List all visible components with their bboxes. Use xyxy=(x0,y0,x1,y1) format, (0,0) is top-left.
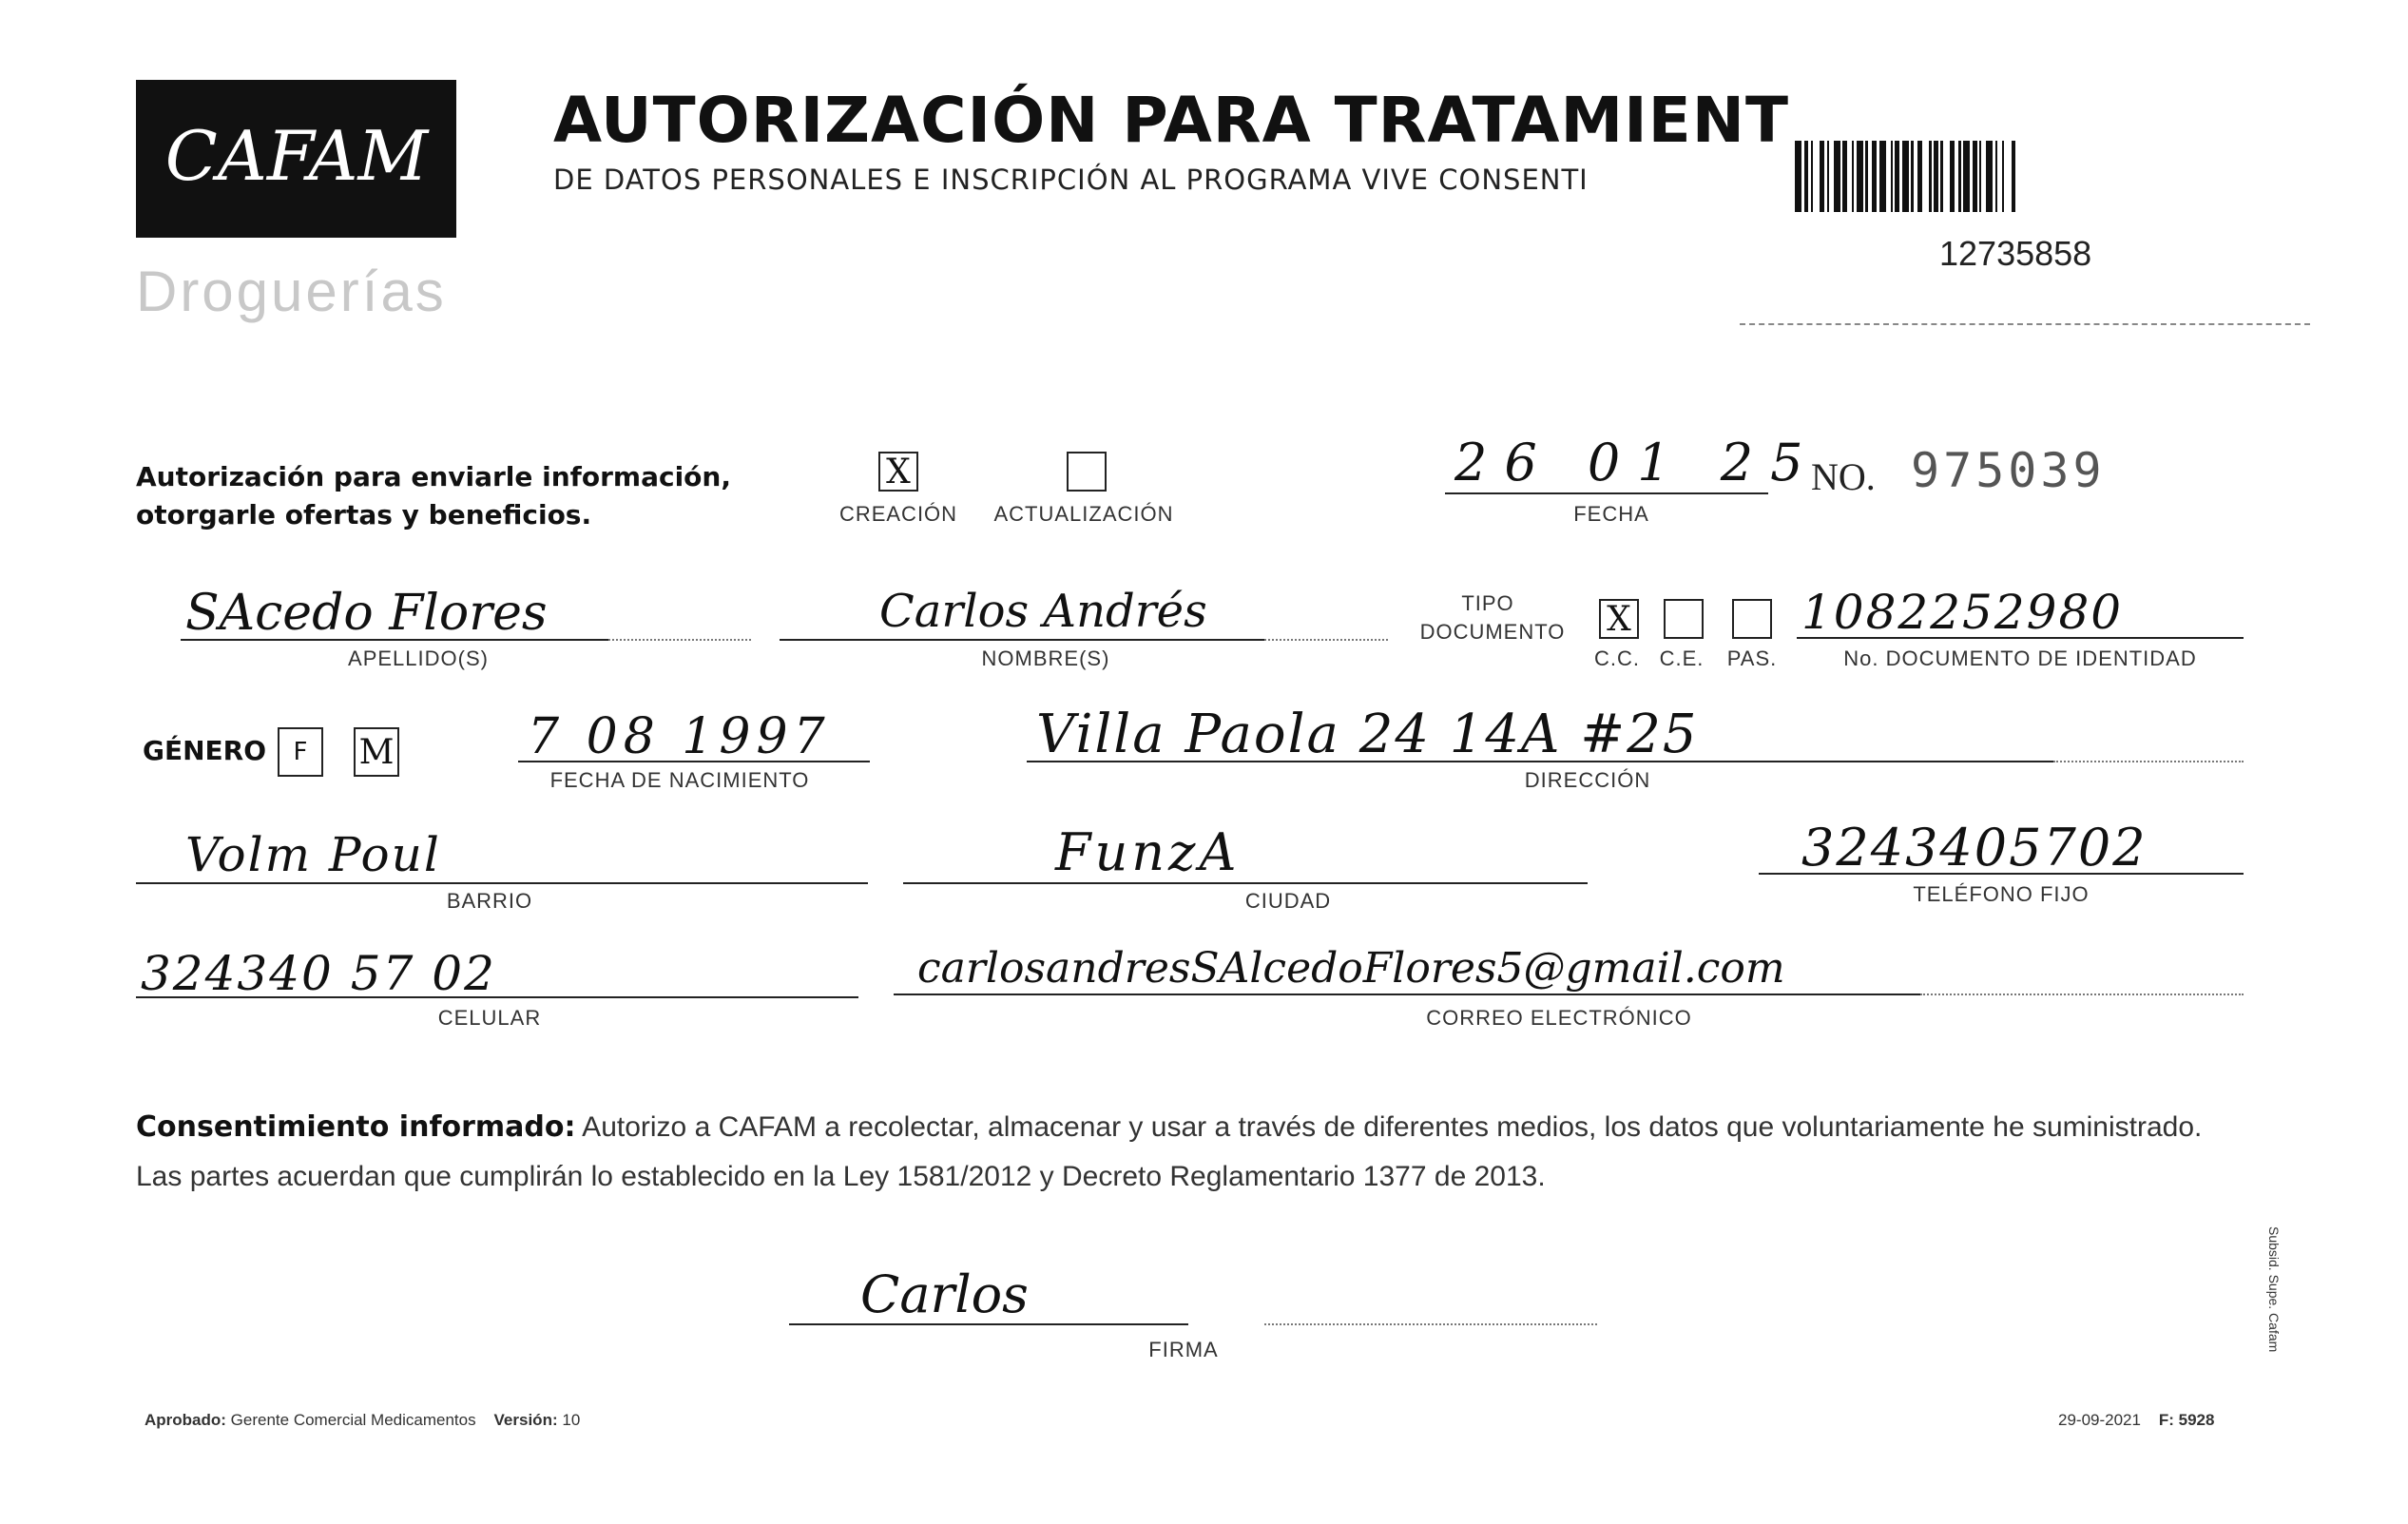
footer-date-code xyxy=(2058,1411,2214,1430)
documento-label: No. DOCUMENTO DE IDENTIDAD xyxy=(1843,646,2197,670)
barrio-line xyxy=(136,882,868,884)
genero-f-box[interactable]: F xyxy=(278,727,323,777)
barcode-bar xyxy=(1963,141,1970,212)
barcode-bar xyxy=(1813,141,1820,212)
direccion-dotted xyxy=(2053,761,2244,762)
fecha-label: FECHA xyxy=(1573,502,1649,526)
footer-code: F: 5928 xyxy=(2158,1411,2215,1429)
ce-label: C.E. xyxy=(1659,646,1705,670)
authorization-text-1: Autorización para enviarle información, xyxy=(136,461,731,492)
signature-value[interactable]: Carlos xyxy=(860,1264,1029,1324)
documento-line xyxy=(1797,637,2244,639)
fecha-value[interactable]: 26 01 25 xyxy=(1454,433,1820,492)
telefono-value[interactable]: 3243405702 xyxy=(1801,818,2148,878)
nombres-dotted xyxy=(1264,639,1388,641)
signature-label: FIRMA xyxy=(1148,1338,1219,1361)
correo-value[interactable]: carlosandresSAlcedoFlores5@gmail.com xyxy=(917,944,1785,993)
documento-value[interactable]: 1082252980 xyxy=(1801,585,2124,640)
barcode xyxy=(1795,141,2194,212)
nacimiento-value[interactable]: 7 08 1997 xyxy=(528,708,831,765)
barcode-bar xyxy=(1922,141,1929,212)
actualizacion-label: ACTUALIZACIÓN xyxy=(993,502,1174,526)
celular-line xyxy=(136,996,858,998)
barcode-bar xyxy=(1857,141,1863,212)
side-text: Subsid. Supe. Cafam xyxy=(2266,1226,2282,1353)
consent-text-1: Autorizo a CAFAM a recolectar, almacenar y usar a través de diferentes medios, los datos que voluntariamente he suministrado. xyxy=(575,1111,2203,1143)
tipo-label-1: TIPO xyxy=(1461,591,1514,615)
barrio-value[interactable]: Volm Poul xyxy=(185,827,441,882)
direccion-line xyxy=(1027,761,2053,762)
correo-label: CORREO ELECTRÓNICO xyxy=(1426,1006,1692,1030)
direccion-value[interactable]: Villa Paola 24 14A #25 xyxy=(1036,704,1699,765)
correo-line xyxy=(894,993,1920,995)
footer-approval xyxy=(144,1411,580,1430)
ce-checkbox[interactable] xyxy=(1664,599,1704,639)
tipo-label-2: DOCUMENTO xyxy=(1419,620,1566,644)
no-value: 975039 xyxy=(1911,443,2106,498)
barcode-bar xyxy=(1986,141,1993,212)
barcode-bar xyxy=(1795,141,1801,212)
barcode-bar xyxy=(1902,141,1909,212)
actualizacion-checkbox[interactable] xyxy=(1067,452,1107,492)
celular-value[interactable]: 324340 57 02 xyxy=(141,946,496,1001)
form-subtitle: DE DATOS PERSONALES E INSCRIPCIÓN AL PROGRAMA VIVE CONSENTI xyxy=(553,164,1589,196)
form-title: AUTORIZACIÓN PARA TRATAMIENT xyxy=(553,84,1790,157)
barcode-bar xyxy=(2015,141,2017,212)
fecha-line xyxy=(1445,492,1768,494)
direccion-label: DIRECCIÓN xyxy=(1524,768,1651,792)
apellidos-label: APELLIDO(S) xyxy=(348,646,489,670)
telefono-line xyxy=(1759,873,2244,875)
consent-block xyxy=(136,1103,2256,1202)
cafam-logo xyxy=(136,80,456,238)
nacimiento-line xyxy=(518,761,870,762)
version-value: 10 xyxy=(562,1411,581,1429)
ciudad-label: CIUDAD xyxy=(1244,889,1332,913)
logo-text: CAFAM xyxy=(164,116,428,196)
barrio-label: BARRIO xyxy=(446,889,533,913)
barcode-bar xyxy=(1943,141,1950,212)
nombres-line xyxy=(780,639,1264,641)
genero-m-box[interactable]: M xyxy=(354,727,399,777)
signature-dotted xyxy=(1264,1323,1597,1325)
version-label: Versión: xyxy=(493,1411,558,1429)
cc-checkbox[interactable]: X xyxy=(1599,599,1639,639)
cc-label: C.C. xyxy=(1594,646,1640,670)
nacimiento-label: FECHA DE NACIMIENTO xyxy=(549,768,810,792)
authorization-text-2: otorgarle ofertas y beneficios. xyxy=(136,499,592,531)
consent-line-2: Las partes acuerdan que cumplirán lo establecido en la Ley 1581/2012 y Decreto Reglamentario 1377 de 2013. xyxy=(136,1161,1546,1192)
correo-dotted xyxy=(1920,993,2244,995)
consent-bold: Consentimiento informado: xyxy=(136,1110,576,1144)
footer-date: 29-09-2021 xyxy=(2058,1411,2141,1429)
barcode-bar xyxy=(2004,141,2011,212)
no-label: NO. xyxy=(1811,455,1876,498)
cafam-logo-mark xyxy=(154,102,439,216)
telefono-label: TELÉFONO FIJO xyxy=(1913,882,2090,906)
celular-label: CELULAR xyxy=(437,1006,542,1030)
aprobado-label: Aprobado: xyxy=(144,1411,226,1429)
barcode-bar xyxy=(1879,141,1886,212)
genero-label: GÉNERO xyxy=(143,735,267,766)
signature-line xyxy=(789,1323,1188,1325)
creacion-label: CREACIÓN xyxy=(838,502,958,526)
nombres-value[interactable]: Carlos Andrés xyxy=(879,585,1207,638)
pas-checkbox[interactable] xyxy=(1732,599,1772,639)
aprobado-value: Gerente Comercial Medicamentos xyxy=(230,1411,476,1429)
nombres-label: NOMBRE(S) xyxy=(981,646,1110,670)
barcode-bar xyxy=(1834,141,1840,212)
ciudad-line xyxy=(903,882,1588,884)
consent-line-1 xyxy=(136,1103,2256,1152)
logo-subtitle: Droguerías xyxy=(136,260,447,323)
barcode-number: 12735858 xyxy=(1939,234,2092,273)
apellidos-line xyxy=(181,639,608,641)
pas-label: PAS. xyxy=(1726,646,1778,670)
apellidos-value[interactable]: SAcedo Flores xyxy=(185,585,548,642)
ciudad-value[interactable]: FunzA xyxy=(1055,822,1241,882)
header-divider xyxy=(1740,323,2310,325)
apellidos-dotted xyxy=(608,639,751,641)
creacion-checkbox[interactable]: X xyxy=(878,452,918,492)
